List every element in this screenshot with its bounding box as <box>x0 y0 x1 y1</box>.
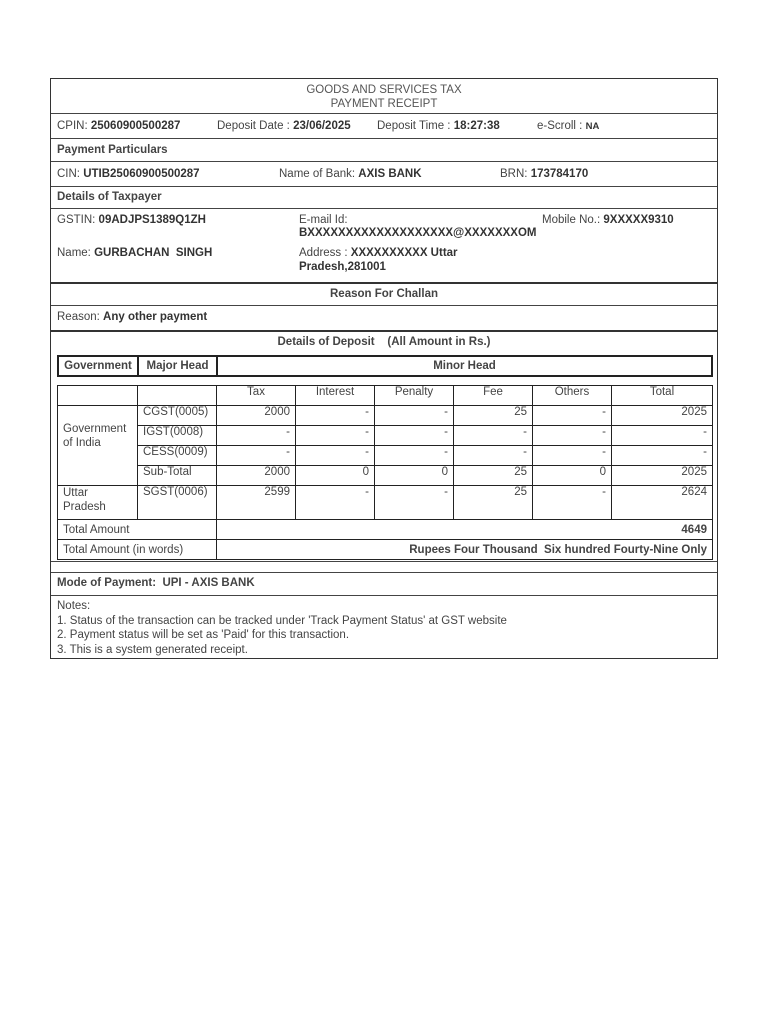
cell: 0 <box>375 466 454 486</box>
mode-of-payment <box>57 577 255 589</box>
total-amount-row <box>58 520 713 540</box>
col-government: Government <box>58 356 138 376</box>
name-label: Name: <box>57 247 91 259</box>
cell: - <box>375 486 454 520</box>
brn-label: BRN: <box>500 168 528 180</box>
mode-label: Mode of Payment: <box>57 577 157 589</box>
table-row <box>58 406 713 426</box>
cell: 2000 <box>217 406 296 426</box>
cell: 2624 <box>612 486 713 520</box>
note-line: 1. Status of the transaction can be tracked under 'Track Payment Status' at GST website <box>57 614 507 627</box>
deposit-note: (All Amount in Rs.) <box>387 336 491 348</box>
escroll-value: NA <box>585 121 600 132</box>
name-value: GURBACHAN SINGH <box>94 247 213 259</box>
taxpayer-details <box>51 209 717 284</box>
escroll <box>537 120 599 132</box>
col-others: Others <box>533 386 612 406</box>
address <box>299 247 458 259</box>
cpin-label: CPIN: <box>57 120 88 132</box>
receipt-header <box>51 79 717 114</box>
col-fee: Fee <box>454 386 533 406</box>
total-words-value: Rupees Four Thousand Six hundred Fourty-Nine Only <box>217 540 713 560</box>
cell: - <box>375 406 454 426</box>
notes-title: Notes: <box>57 600 91 612</box>
cin <box>57 168 200 180</box>
total-words-row <box>58 540 713 560</box>
sub-header-row <box>58 386 713 406</box>
mobile <box>542 214 674 226</box>
cin-label: CIN: <box>57 168 80 180</box>
mode-of-payment-row <box>51 572 717 596</box>
deposit-time <box>377 120 500 132</box>
mobile-value: 9XXXXX9310 <box>603 214 674 226</box>
mode-value: UPI - AXIS BANK <box>162 577 255 589</box>
total-amount-label: Total Amount <box>58 520 217 540</box>
col-minor-head: Minor Head <box>217 356 712 376</box>
brn <box>500 168 588 180</box>
deposit-date-label: Deposit Date : <box>217 120 290 132</box>
taxpayer-heading <box>51 187 717 209</box>
cell: 2599 <box>217 486 296 520</box>
challan-reason <box>57 311 207 323</box>
cell: - <box>217 446 296 466</box>
cpin <box>57 120 180 132</box>
cell: - <box>296 426 375 446</box>
cell: - <box>533 426 612 446</box>
cell: - <box>533 486 612 520</box>
address-line2: Pradesh,281001 <box>299 261 386 273</box>
total-amount-value: 4649 <box>217 520 713 540</box>
cell: 2025 <box>612 406 713 426</box>
cell: 25 <box>454 486 533 520</box>
cell: 0 <box>296 466 375 486</box>
bank-value: AXIS BANK <box>358 168 422 180</box>
reason-value: Any other payment <box>103 311 208 323</box>
gov-up: Uttar Pradesh <box>58 486 138 520</box>
note-line: 3. This is a system generated receipt. <box>57 643 248 656</box>
email-label: E-mail Id: <box>299 214 348 226</box>
brn-value: 173784170 <box>530 168 589 180</box>
cell: 2025 <box>612 466 713 486</box>
deposit-heading: Details of Deposit <box>277 336 375 348</box>
cpin-row <box>51 114 717 139</box>
payment-particulars-heading <box>51 139 717 162</box>
deposit-time-label: Deposit Time : <box>377 120 451 132</box>
cell: 25 <box>454 466 533 486</box>
payment-receipt <box>50 78 718 659</box>
gov-india: Government of India <box>58 406 138 486</box>
col-total: Total <box>612 386 713 406</box>
gstin-label: GSTIN: <box>57 214 96 226</box>
cell: - <box>217 426 296 446</box>
payment-particulars-title: Payment Particulars <box>57 144 168 156</box>
email-value: BXXXXXXXXXXXXXXXXXXX@XXXXXXXOM <box>299 227 537 239</box>
major-head: Sub-Total <box>138 466 217 486</box>
gstin <box>57 214 206 226</box>
header-line1: GOODS AND SERVICES TAX <box>306 84 462 96</box>
address-label: Address : <box>299 247 348 259</box>
escroll-label: e-Scroll : <box>537 120 583 132</box>
challan-heading <box>51 284 717 306</box>
cell: - <box>533 406 612 426</box>
notes <box>57 599 507 657</box>
col-interest: Interest <box>296 386 375 406</box>
payment-particulars-row <box>51 162 717 187</box>
bank-label: Name of Bank: <box>279 168 356 180</box>
mobile-label: Mobile No.: <box>542 214 601 226</box>
col-major-head: Major Head <box>138 356 217 376</box>
cell: 25 <box>454 406 533 426</box>
note-line: 2. Payment status will be set as 'Paid' for this transaction. <box>57 629 350 641</box>
deposit-title <box>51 336 717 348</box>
cell: - <box>533 446 612 466</box>
cell: - <box>296 446 375 466</box>
cell: 0 <box>533 466 612 486</box>
cpin-value: 25060900500287 <box>90 120 181 132</box>
cell: - <box>375 426 454 446</box>
challan-title: Reason For Challan <box>330 288 438 300</box>
cin-value: UTIB25060900500287 <box>83 168 200 180</box>
subtotal-row <box>58 466 713 486</box>
deposit-time-value: 18:27:38 <box>453 120 500 132</box>
taxpayer-title: Details of Taxpayer <box>57 191 162 203</box>
cell: 2000 <box>217 466 296 486</box>
deposit-section <box>51 332 717 562</box>
address-line1: XXXXXXXXXX Uttar <box>350 247 458 259</box>
total-words-label: Total Amount (in words) <box>58 540 217 560</box>
major-head: CGST(0005) <box>138 406 217 426</box>
challan-reason-row <box>51 306 717 332</box>
major-head: IGST(0008) <box>138 426 217 446</box>
major-head: SGST(0006) <box>138 486 217 520</box>
gstin-value: 09ADJPS1389Q1ZH <box>98 214 206 226</box>
table-row <box>58 486 713 520</box>
deposit-table <box>57 385 713 560</box>
cell: - <box>454 446 533 466</box>
table-row <box>58 426 713 446</box>
cell: - <box>296 406 375 426</box>
table-row <box>58 446 713 466</box>
deposit-date <box>217 120 351 132</box>
bank-name <box>279 168 422 180</box>
deposit-date-value: 23/06/2025 <box>293 120 351 132</box>
cell: - <box>375 446 454 466</box>
header-line2: PAYMENT RECEIPT <box>330 98 438 110</box>
reason-label: Reason: <box>57 311 100 323</box>
col-penalty: Penalty <box>375 386 454 406</box>
cell: - <box>454 426 533 446</box>
col-tax: Tax <box>217 386 296 406</box>
cell: - <box>296 486 375 520</box>
deposit-header-table <box>57 355 713 377</box>
cell: - <box>612 446 713 466</box>
major-head: CESS(0009) <box>138 446 217 466</box>
cell: - <box>612 426 713 446</box>
taxpayer-name <box>57 247 212 259</box>
